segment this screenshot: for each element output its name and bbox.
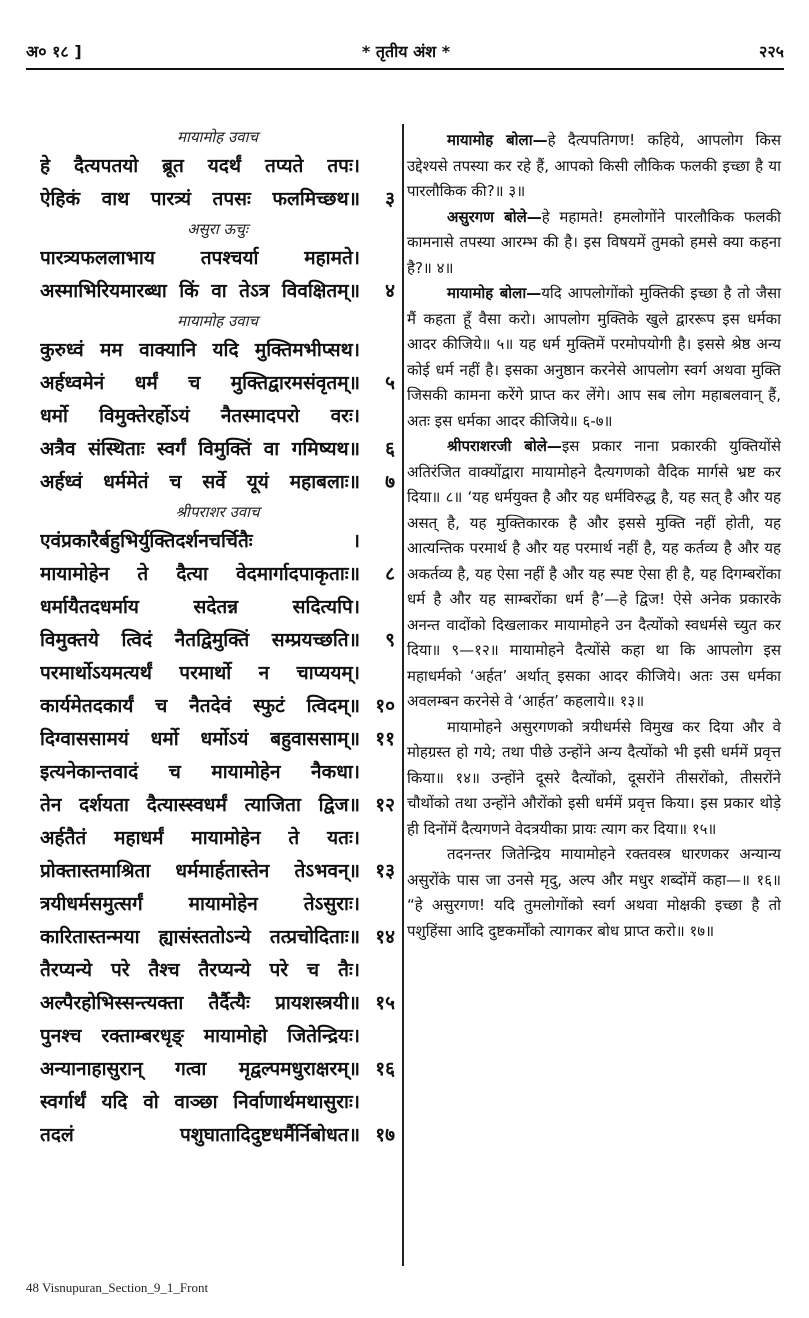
paragraph-text: तदनन्तर जितेन्द्रिय मायामोहने रक्तवस्त्र धारणकर अन्यान्य असुरोंके पास जा उनसे मृदु, अल्प और मधुर शब्दोंमें कहा—॥ १६॥ “हे असुरगण! यदि तुमलोगोंको स्वर्ग अथवा मोक्षकी इच्छा है तो पशुहिंसा आदि दुष्टकर्मोंको त्यागकर बोध प्राप्त करो॥ १७॥	[407, 845, 781, 940]
verse-text: पुनश्च रक्ताम्बरधृङ् मायामोहो जितेन्द्रियः।	[40, 1025, 360, 1047]
verse-line	[40, 1020, 395, 1053]
verse-line	[40, 466, 395, 499]
verse-text: तदलं पशुघातादिदुष्टधर्मैर्निबोधत॥	[40, 1124, 360, 1146]
verse-line	[40, 1119, 395, 1152]
paragraph-text: यदि आपलोगोंको मुक्तिकी इच्छा है तो जैसा मैं कहता हूँ वैसा करो। आपलोग मुक्तिके खुले द्वाररूप इस धर्मका आदर कीजिये॥ ५॥ यह धर्म मुक्तिमें परमोपयोगी है। इससे श्रेष्ठ अन्य कोई धर्म नहीं है। इसका अनुष्ठान करनेसे आपलोग स्वर्ग अथवा मुक्ति जिसकी कामना करेंगे प्राप्त कर लेंगे। आप सब लोग महाबलवान् हैं, अतः इस धर्मका आदर कीजिये॥ ६-७॥	[407, 284, 781, 430]
verse-text: दिग्वाससामयं धर्मो धर्मोऽयं बहुवाससाम्॥	[40, 728, 360, 750]
verse-text: धर्मो विमुक्तेरर्होऽयं नैतस्मादपरो वरः।	[40, 405, 360, 427]
verse-text: ऐहिकं वाथ पारत्र्यं तपसः फलमिच्छथ॥	[40, 188, 360, 210]
verse-text: धर्मायैतदधर्माय सदेतन्न सदित्यपि।	[40, 596, 360, 618]
paragraph-text: मायामोहने असुरगणको त्रयीधर्मसे विमुख कर दिया और वे मोहग्रस्त हो गये; तथा पीछे उन्होंने अन्य दैत्योंको भी इसी धर्ममें प्रवृत्त किया॥ १४॥ उन्होंने दूसरे दैत्योंको, दूसरोंने तीसरोंको, तीसरोंने चौथोंको तथा उन्होंने औरोंको इसी धर्ममें प्रवृत्त किया। इस प्रकार थोड़े ही दिनोंमें दैत्यगणने वेदत्रयीका प्रायः त्याग कर दिया॥ १५॥	[407, 717, 781, 838]
speaker-heading: मायामोह उवाच	[177, 312, 258, 330]
verse-line	[40, 591, 395, 624]
speaker-heading: असुरा ऊचुः	[187, 220, 248, 238]
verse-text: एवंप्रकारैर्बहुभिर्युक्तिदर्शनचर्चितैः ।	[40, 530, 360, 552]
verse-text: कार्यमेतदकार्यं च नैतदेवं स्फुटं त्विदम्॥	[40, 695, 360, 717]
verse-text: अर्हतैतं महाधर्मं मायामोहेन ते यतः।	[40, 827, 360, 849]
verse-line	[40, 888, 395, 921]
paragraph-text: हे दैत्यपतिगण! कहिये, आपलोग किस उद्देश्यसे तपस्या कर रहे हैं, आपको किसी लौकिक फलकी इच्छा है या पारलौकिक की?॥ ३॥	[407, 131, 782, 200]
verse-line	[40, 1086, 395, 1119]
verse-line	[40, 756, 395, 789]
verse-number: ११	[375, 728, 395, 750]
speaker-label: असुरगण बोले—	[447, 207, 542, 226]
verse-number: ३	[385, 188, 395, 210]
verse-text: अन्यानाहासुरान् गत्वा मृद्वल्पमधुराक्षरम्॥	[40, 1058, 360, 1080]
verse-number: ५	[385, 372, 395, 394]
verse-line	[40, 558, 395, 591]
translation-paragraph	[407, 205, 781, 282]
verse-line	[40, 433, 395, 466]
hindi-translation-column	[407, 128, 781, 944]
section-title: * तृतीय अंश *	[361, 42, 451, 61]
header-rule	[26, 68, 784, 70]
column-divider	[402, 124, 404, 1266]
translation-paragraph	[407, 128, 781, 205]
translation-paragraph	[407, 281, 781, 434]
paragraph-text: हे महामते! हमलोगोंने पारलौकिक फलकी कामनासे तपस्या आरम्भ की है। इस विषयमें तुमको हमसे क्या कहना है?॥ ४॥	[407, 207, 781, 277]
verse-line	[40, 789, 395, 822]
verse-number: १५	[375, 992, 395, 1014]
verse-text: प्रोक्तास्तमाश्रिता धर्ममार्हतास्तेन तेऽभवन्॥	[40, 860, 360, 882]
verse-number: ६	[385, 438, 395, 460]
verse-line	[40, 921, 395, 954]
verse-number: १७	[375, 1124, 395, 1146]
verse-line	[40, 987, 395, 1020]
verse-number: १३	[375, 860, 395, 882]
chapter-label: अ० १८ ]	[26, 42, 82, 61]
verse-line	[40, 954, 395, 987]
running-header	[26, 36, 784, 64]
verse-number: ८	[385, 563, 395, 585]
file-label: 48 Visnupuran_Section_9_1_Front	[26, 1280, 209, 1295]
verse-line	[40, 690, 395, 723]
verse-text: अत्रैव संस्थिताः स्वर्गं विमुक्तिं वा गमिष्यथ॥	[40, 438, 360, 460]
verse-line	[40, 525, 395, 558]
verse-line	[40, 150, 395, 183]
verse-number: ४	[385, 280, 395, 302]
verse-number: १२	[375, 794, 395, 816]
verse-line	[40, 657, 395, 690]
verse-text: स्वर्गार्थं यदि वो वाञ्छा निर्वाणार्थमथासुराः।	[40, 1091, 360, 1113]
verse-text: कारितास्तन्मया ह्यासंस्ततोऽन्ये तत्प्रचोदिताः॥	[40, 926, 360, 948]
verse-number: १६	[375, 1058, 395, 1080]
speaker-label: श्रीपराशरजी बोले—	[447, 437, 562, 455]
verse-number: ७	[385, 471, 395, 493]
verse-number: ९	[385, 629, 395, 651]
verse-text: इत्यनेकान्तवादं च मायामोहेन नैकधा।	[40, 761, 360, 783]
translation-paragraph	[407, 715, 781, 843]
verse-text: तैरप्यन्ये परे तैश्च तैरप्यन्ये परे च तैः।	[40, 959, 360, 981]
verse-line	[40, 367, 395, 400]
translation-paragraph	[407, 434, 781, 715]
speaker-heading: मायामोह उवाच	[177, 128, 258, 146]
verse-text: विमुक्तये त्विदं नैतद्विमुक्तिं सम्प्रयच्छति॥	[40, 629, 360, 651]
verse-text: अल्पैरहोभिस्सन्त्यक्ता तैर्दैत्यैः प्रायशस्त्रयी॥	[40, 992, 360, 1014]
verse-number: १४	[375, 926, 395, 948]
verse-line	[40, 242, 395, 275]
speaker-label: मायामोह बोला—	[447, 131, 548, 149]
verse-line	[40, 183, 395, 216]
paragraph-text: इस प्रकार नाना प्रकारकी युक्तियोंसे अतिरंजित वाक्योंद्वारा मायामोहने दैत्यगणको वैदिक मार्गसे भ्रष्ट कर दिया॥ ८॥ ‘यह धर्मयुक्त है और यह धर्मविरुद्ध है, यह सत् है और यह असत् है, यह मुक्तिकारक है और इससे मुक्ति नहीं होती, यह आत्यन्तिक परमार्थ है और यह परमार्थ नहीं है, यह कर्तव्य है और यह अकर्तव्य है, यह ऐसा नहीं है और यह स्पष्ट ऐसा ही है, यह दिगम्बरोंका धर्म है और यह साम्बरोंका धर्म है’—हे द्विज! ऐसे अनेक प्रकारके अनन्त वादोंको दिखलाकर मायामोहने उन दैत्योंको स्वधर्मसे च्युत कर दिया॥ ९—१२॥ मायामोहने दैत्योंसे कहा था कि आपलोग इस महाधर्मको ‘अर्हत’ अर्थात् इसका आदर कीजिये। अतः उस धर्मका अवलम्बन करनेसे वे ‘आर्हत’ कहलाये॥ १३॥	[407, 437, 781, 710]
verse-line	[40, 624, 395, 657]
page-number: २२५	[759, 42, 784, 61]
verse-line	[40, 822, 395, 855]
verse-text: कुरुध्वं मम वाक्यानि यदि मुक्तिमभीप्सथ।	[40, 339, 360, 361]
sanskrit-verses-column	[40, 124, 395, 1152]
verse-number: १०	[375, 695, 395, 717]
verse-text: तेन दर्शयता दैत्यास्स्वधर्मं त्याजिता द्विज॥	[40, 794, 360, 816]
verse-text: पारत्र्यफललाभाय तपश्चर्या महामते।	[40, 247, 360, 269]
verse-text: मायामोहेन ते दैत्या वेदमार्गादपाकृताः॥	[40, 563, 360, 585]
speaker-heading: श्रीपराशर उवाच	[175, 503, 260, 521]
verse-text: परमार्थोऽयमत्यर्थं परमार्थो न चाप्ययम्।	[40, 662, 360, 684]
verse-line	[40, 1053, 395, 1086]
verse-text: अस्माभिरियमारब्धा किं वा तेऽत्र विवक्षितम्॥	[40, 280, 360, 302]
verse-line	[40, 723, 395, 756]
verse-line	[40, 334, 395, 367]
speaker-label: मायामोह बोला—	[447, 284, 542, 302]
verse-line	[40, 275, 395, 308]
verse-text: अर्हध्वमेनं धर्मं च मुक्तिद्वारमसंवृतम्॥	[40, 372, 360, 394]
verse-line	[40, 400, 395, 433]
verse-text: अर्हध्वं धर्ममेतं च सर्वे यूयं महाबलाः॥	[40, 471, 360, 493]
verse-text: हे दैत्यपतयो ब्रूत यदर्थं तप्यते तपः।	[40, 155, 360, 177]
translation-paragraph	[407, 842, 781, 944]
verse-line	[40, 855, 395, 888]
verse-text: त्रयीधर्मसमुत्सर्गं मायामोहेन तेऽसुराः।	[40, 893, 360, 915]
